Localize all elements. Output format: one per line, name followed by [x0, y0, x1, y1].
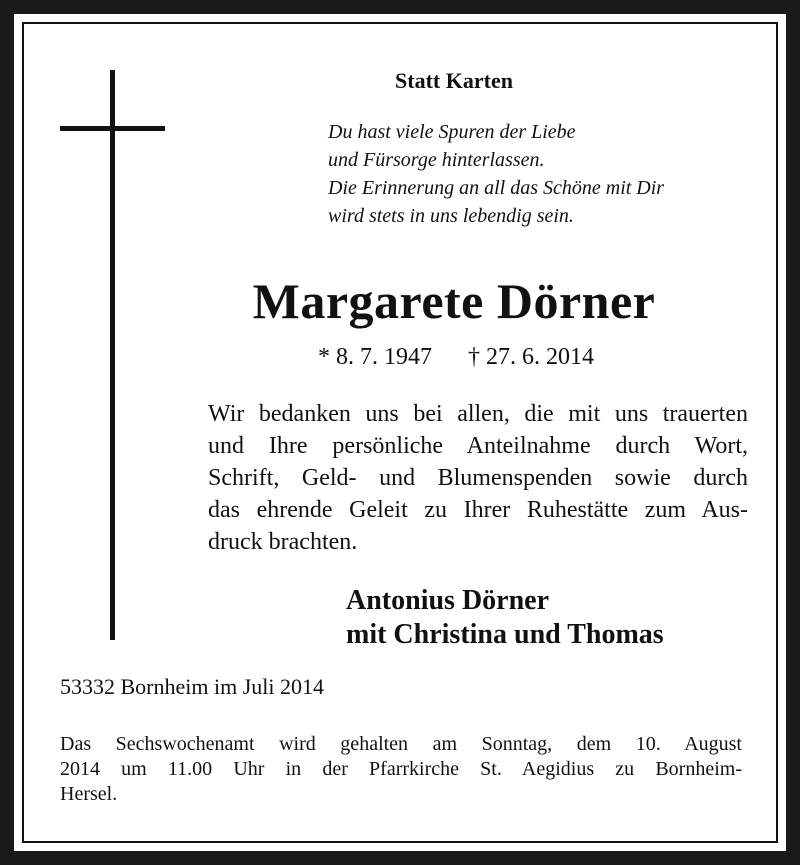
- memorial-mass-info: [60, 732, 742, 807]
- thanks-paragraph: [208, 398, 748, 558]
- notice-heading: Statt Karten: [395, 68, 513, 93]
- mass-line: Das Sechswochenamt wird gehalten am Sonntag, dem 10. August: [60, 733, 742, 755]
- thanks-line: das ehrende Geleit zu Ihrer Ruhestätte zum Aus-: [208, 497, 748, 523]
- deceased-name: Margarete Dörner: [252, 273, 656, 329]
- verse-line: Die Erinnerung an all das Schöne mit Dir: [328, 177, 665, 199]
- cross-icon-vertical-bar: [110, 70, 115, 640]
- mass-line: 2014 um 11.00 Uhr in der Pfarrkirche St. Aegidius zu Bornheim-: [60, 758, 742, 780]
- signature-line: Antonius Dörner: [346, 585, 550, 616]
- cross-icon-horizontal-bar: [60, 126, 165, 131]
- death-date: † 27. 6. 2014: [468, 344, 594, 370]
- thanks-line: Wir bedanken uns bei allen, die mit uns trauerten: [208, 401, 748, 427]
- birth-date: * 8. 7. 1947: [318, 344, 432, 370]
- verse-line: und Fürsorge hinterlassen.: [328, 149, 545, 171]
- thanks-line: druck brachten.: [208, 529, 358, 555]
- thanks-line: Schrift, Geld- und Blumenspenden sowie durch: [208, 465, 748, 491]
- life-dates: [318, 344, 678, 371]
- family-signature: [346, 584, 766, 652]
- signature-line: mit Christina und Thomas: [346, 619, 664, 650]
- obituary-notice: [14, 14, 786, 851]
- verse-line: wird stets in uns lebendig sein.: [328, 205, 574, 227]
- place-and-date: 53332 Bornheim im Juli 2014: [60, 674, 324, 699]
- thanks-line: und Ihre persönliche Anteilnahme durch Wort,: [208, 433, 748, 459]
- memorial-verse: [328, 118, 778, 230]
- mass-line: Hersel.: [60, 783, 118, 805]
- verse-line: Du hast viele Spuren der Liebe: [328, 121, 576, 143]
